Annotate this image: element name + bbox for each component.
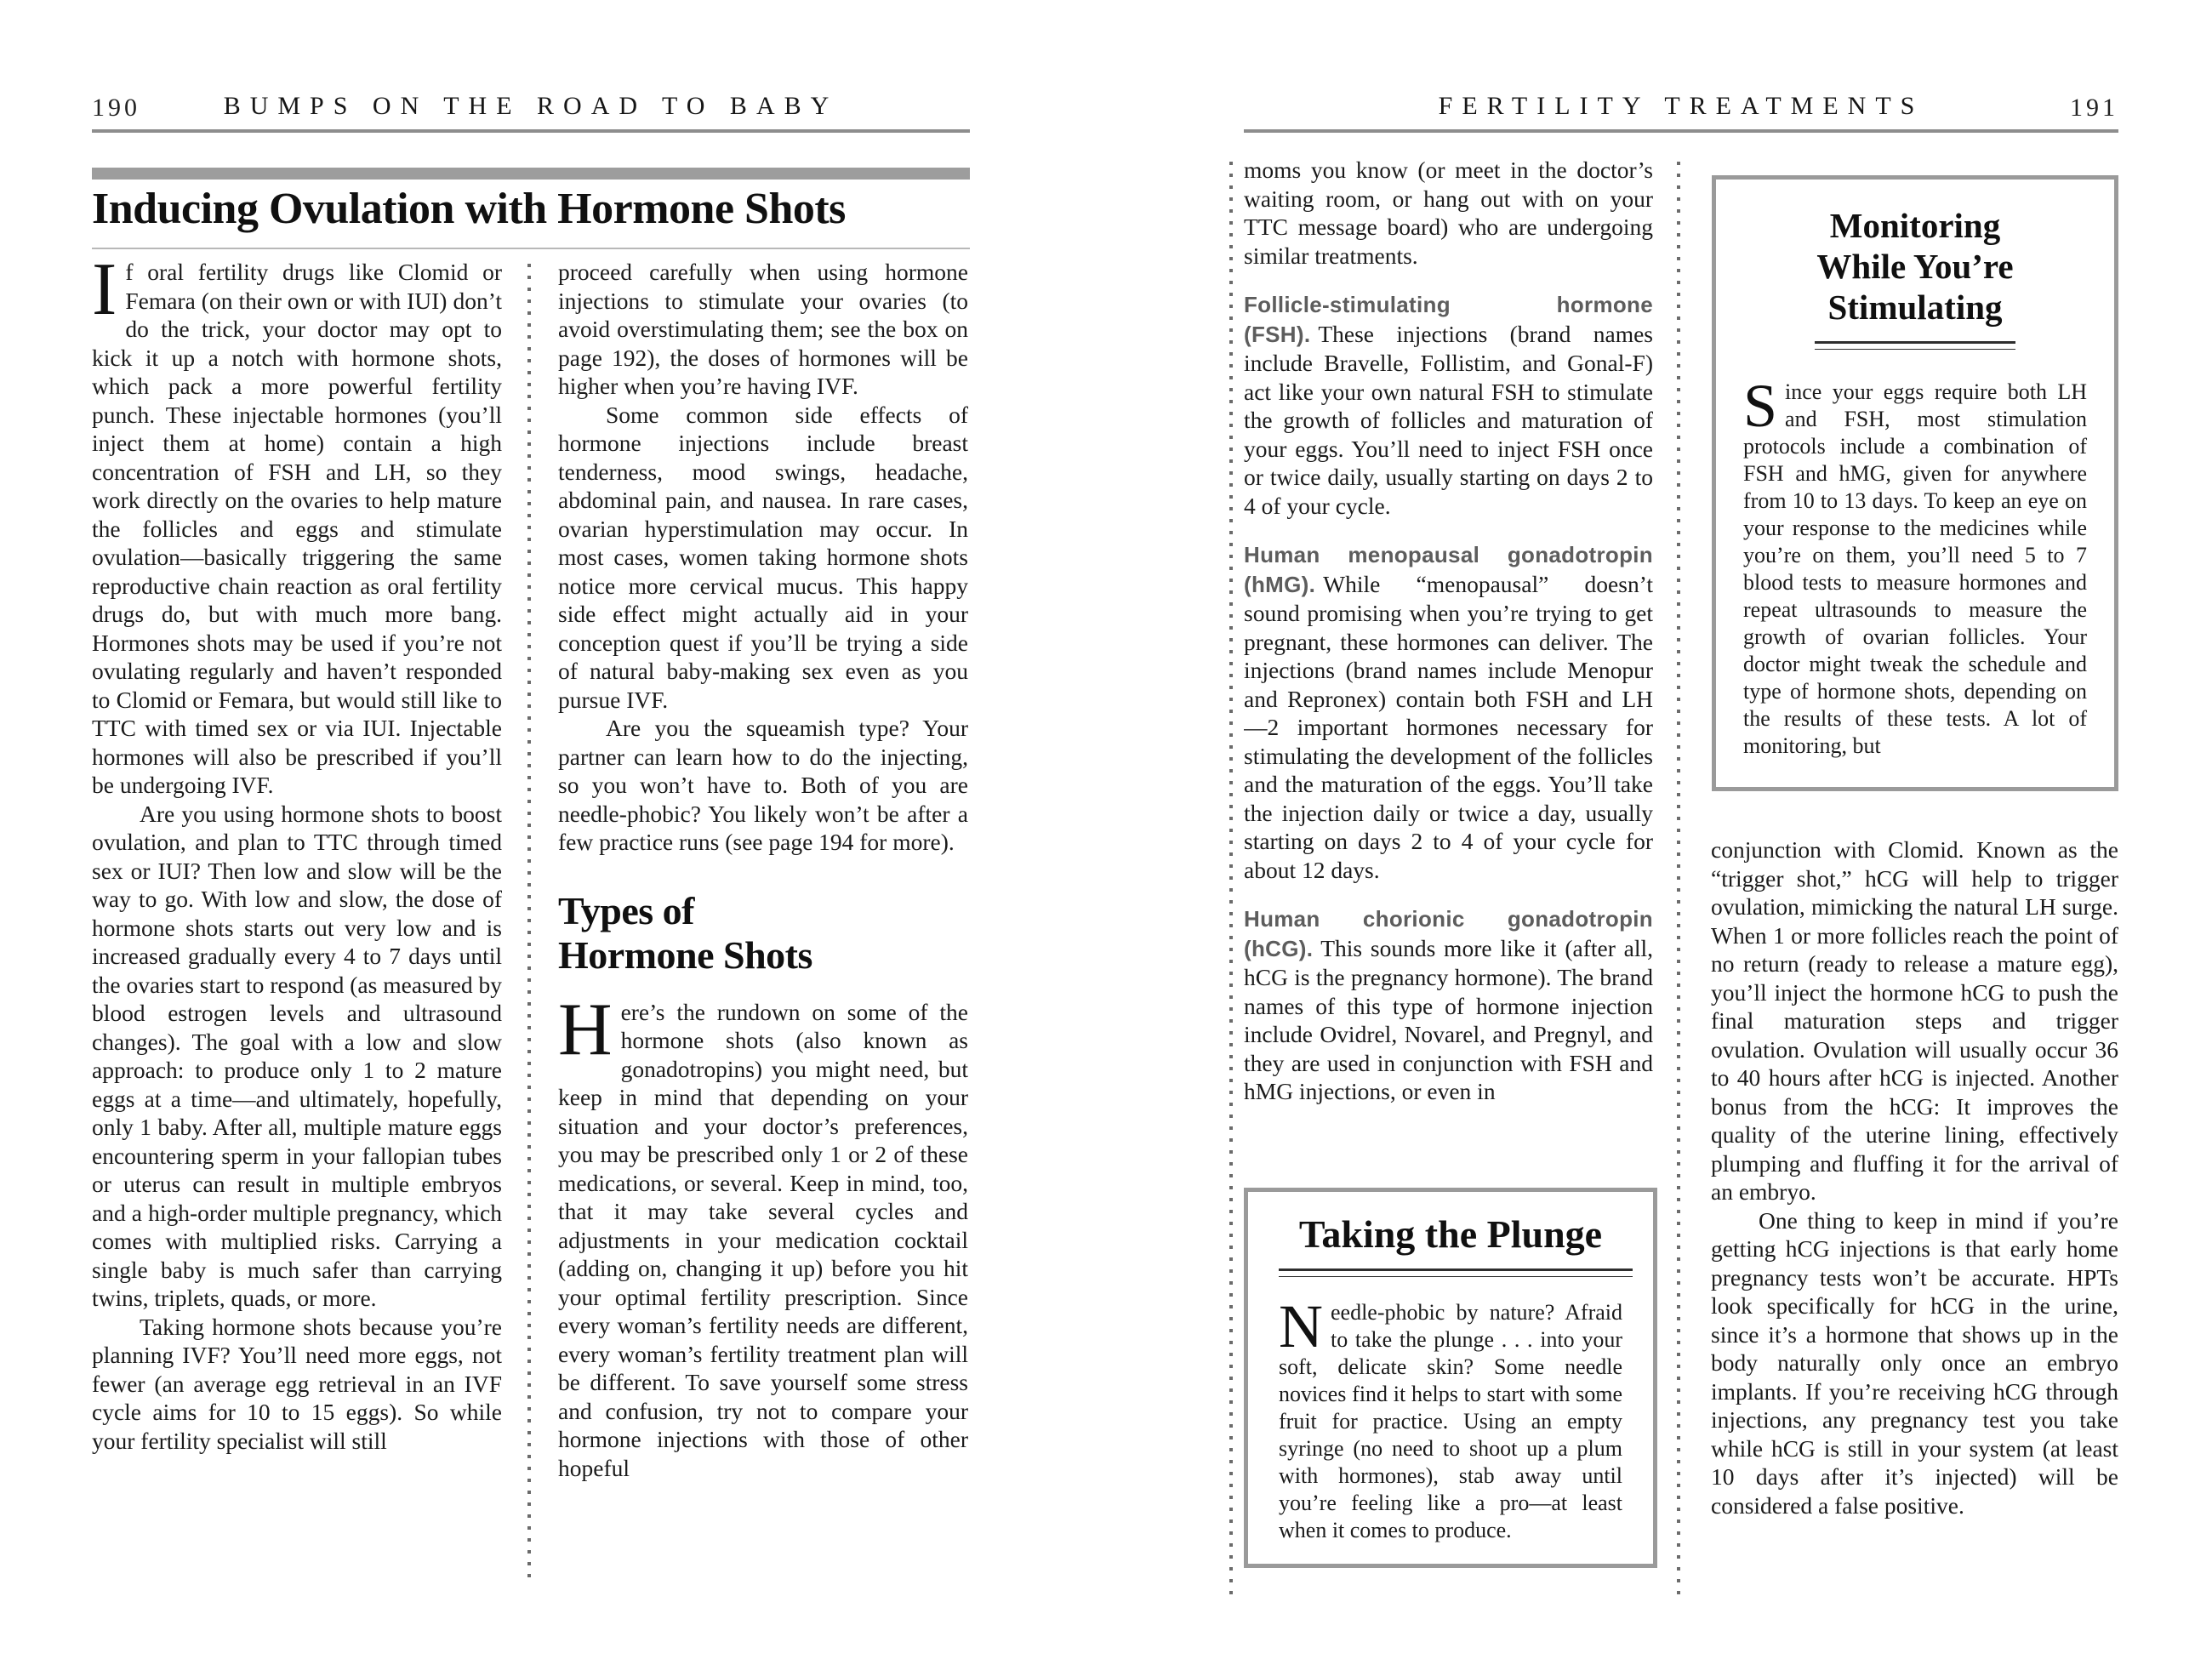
paragraph: conjunction with Clomid. Known as the “trigger shot,” hCG will help to trigger ovulation, mimicking the natural LH surge. When 1 or more follicles reach the point of no return (ready to release a mature egg), you’ll inject the hormone hCG to push the final maturation steps and trigger ovulation. Ovulation will usually occur 36 to 40 hours after hCG is injected. Another bonus from the hCG: It improves the quality of the uterine lining, effectively plumping and fluffing it for the arrival of an embryo. xyxy=(1711,836,2118,1205)
sidebar-title-line: Monitoring xyxy=(1829,206,2001,245)
drop-cap: N xyxy=(1279,1292,1323,1360)
column-divider-right xyxy=(1677,162,1680,1601)
right-running-head: FERTILITY TREATMENTS xyxy=(1438,92,1924,120)
section-heading-line: Types of xyxy=(558,888,694,932)
paragraph-text: These injections (brand names include Bravelle, Follistim, and Gonal-F) act like your own natural FSH to stimulate the growth of follicles and maturation of your eggs. You’ll need to inject FSH once or twice daily, usually starting on days 2 to 4 of your cycle. xyxy=(1244,320,1653,519)
sidebar-title xyxy=(1743,205,2087,328)
drop-cap: H xyxy=(558,988,613,1071)
paragraph: Are you the squeamish type? Your partner can learn how to do the injecting, so you won’t have to. Both of you are needle-phobic? You likely won’t be after a few practice runs (see page 194 for more). xyxy=(558,715,968,855)
left-column-1 xyxy=(92,258,502,1585)
right-column-1 xyxy=(1244,156,1653,1181)
column-divider-left xyxy=(527,264,531,1578)
monitoring-sidebar-box xyxy=(1712,175,2118,791)
title-bar xyxy=(92,168,970,180)
left-page-number: 190 xyxy=(92,94,140,122)
taking-the-plunge-box xyxy=(1244,1188,1657,1568)
paragraph xyxy=(92,258,502,800)
paragraph: proceed carefully when using hormone injections to stimulate your ovaries (to avoid overstimulating them; see the box on page 192), the doses of hormones will be higher when you’re having IVF. xyxy=(558,259,968,399)
page-divider xyxy=(1229,162,1233,1601)
paragraph xyxy=(1244,540,1653,884)
box-title: Taking the Plunge xyxy=(1298,1212,1603,1256)
paragraph-text: This sounds more like it (after all, hCG is the pregnancy hormone). The brand names of this type of hormone injection include Ovidrel, Novarel, and Pregnyl, and they are used in conjunction with FSH and hMG injections, or even in xyxy=(1244,934,1653,1104)
paragraph-text: ince your eggs require both LH and FSH, most stimulation protocols include a combination of FSH and hMG, given for anywhere from 10 to 13 days. To keep an eye on your response to the medicines while you’re on them, you’ll need 5 to 7 blood tests to measure hormones and repeat ultrasounds to measure the growth of ovarian follicles. Your doctor might tweak the schedule and type of hormone shots, depending on the results of these tests. A lot of monitoring, but xyxy=(1743,379,2087,758)
left-running-head: BUMPS ON THE ROAD TO BABY xyxy=(223,92,839,120)
section-heading xyxy=(558,889,968,978)
run-in-heading: Human menopausal gonadotropin (hMG). xyxy=(1244,542,1653,597)
paragraph: Some common side effects of hormone injections include breast tenderness, mood swings, headache, abdominal pain, and nausea. In rare cases, ovarian hyperstimulation may occur. In most cases, women taking hormone shots notice more cervical mucus. This happy side effect might actually aid in your conception quest if you’ll be trying a side of natural baby-making sex even as you pursue IVF. xyxy=(558,401,968,713)
section-heading-line: Hormone Shots xyxy=(558,932,812,977)
left-column-2 xyxy=(558,258,968,1585)
right-column-2 xyxy=(1711,835,2118,1635)
page-title: Inducing Ovulation with Hormone Shots xyxy=(92,185,846,233)
paragraph: Taking hormone shots because you’re planning IVF? You’ll need more eggs, not fewer (an average egg retrieval in an IVF cycle aims for 10 to 15 eggs). So while your fertility specialist will still xyxy=(92,1313,502,1454)
right-page-number: 191 xyxy=(2070,94,2118,122)
paragraph: One thing to keep in mind if you’re getting hCG injections is that early home pregnancy tests won’t be accurate. HPTs look specifically for hCG in the urine, since it’s a hormone that shows up in the body naturally only once an embryo implants. If you’re receiving hCG through injections, any pregnancy test you take while hCG is still in your system (at least 10 days after it’s injected) will be considered a false positive. xyxy=(1711,1206,2118,1519)
title-rule xyxy=(92,248,970,249)
left-header-rule xyxy=(92,129,970,133)
paragraph-text: eedle-phobic by nature? Afraid to take the plunge . . . into your soft, delicate skin? Some needle novices find it helps to start with some fruit for practice. Using an empty syringe (no need to shoot up a plum with hormones), stab away until you’re feeling like a pro—at least when it comes to produce. xyxy=(1279,1300,1622,1542)
paragraph xyxy=(1244,904,1653,1106)
run-in-heading: Follicle-stimulating hormone (FSH). xyxy=(1244,292,1653,347)
paragraph xyxy=(558,988,968,1483)
paragraph xyxy=(1244,290,1653,520)
paragraph-text: f oral fertility drugs like Clomid or Femara (on their own or with IUI) don’t do the trick, your doctor may opt to kick it up a notch with hormone shots, which pack a more powerful fertility punch. These injectable hormones (you’ll inject them at home) contain a high concentration of FSH and LH, so they work directly on the ovaries to help mature the follicles and eggs and stimulate ovulation—basically triggering the same reproductive chain reaction as oral fertility drugs do, but with much more bang. Hormones shots may be used if you’re not ovulating regularly and haven’t responded to Clomid or Femara, but would still like to TTC with timed sex or via IUI. Injectable hormones will also be prescribed if you’ll be undergoing IVF. xyxy=(92,259,502,798)
drop-cap: S xyxy=(1743,372,1778,440)
sidebar-title-line: While You’re xyxy=(1816,247,2014,286)
sidebar-body xyxy=(1743,372,2087,760)
paragraph: Are you using hormone shots to boost ovulation, and plan to TTC through timed sex or IUI? Then low and slow will be the way to go. With low and slow, the dose of hormone shots starts out very low and is increased gradually every 4 to 7 days until the ovaries start to respond (as measured by blood estrogen levels and ultrasound changes). The goal with a low and slow approach: to produce only 1 to 2 mature eggs at a time—and ultimately, hopefully, only 1 baby. After all, multiple mature eggs encountering sperm in your fallopian tubes or uterus can result in multiple embryos and a high-order multiple pregnancy, which comes with multiplied risks. Carrying a single baby is much safer than carrying twins, triplets, quads, or more. xyxy=(92,800,502,1311)
paragraph-text: While “menopausal” doesn’t sound promising when you’re trying to get pregnant, these hormones can deliver. The injections (brand names include Menopur and Repronex) contain both FSH and LH—2 important hormones necessary for stimulating the development of the follicles and the maturation of the eggs. You’ll take the injection daily or twice a day, usually starting on days 2 to 4 of your cycle for about 12 days. xyxy=(1244,570,1653,883)
double-rule xyxy=(1279,1268,1633,1277)
double-rule xyxy=(1815,341,2015,350)
drop-cap: I xyxy=(92,258,117,331)
box-body xyxy=(1279,1292,1622,1544)
paragraph: moms you know (or meet in the doctor’s waiting room, or hang out with on your TTC message board) who are undergoing similar treatments. xyxy=(1244,157,1653,269)
paragraph-text: ere’s the rundown on some of the hormone shots (also known as gonadotropins) you might need, but keep in mind that depending on your situation and your doctor’s preferences, you may be prescribed only 1 or 2 of these medications, or several. Keep in mind, too, that it may take several cycles and adjustments in your medication cocktail (adding on, changing it up) before you hit your optimal fertility prescription. Since every woman’s fertility needs are different, every woman’s fertility treatment plan will be different. To save yourself some stress and confusion, try not to compare your hormone injections with those of other hopeful xyxy=(558,998,968,1481)
run-in-heading: Human chorionic gonadotropin (hCG). xyxy=(1244,906,1653,961)
sidebar-title-line: Stimulating xyxy=(1827,288,2003,327)
right-header-rule xyxy=(1244,129,2118,133)
